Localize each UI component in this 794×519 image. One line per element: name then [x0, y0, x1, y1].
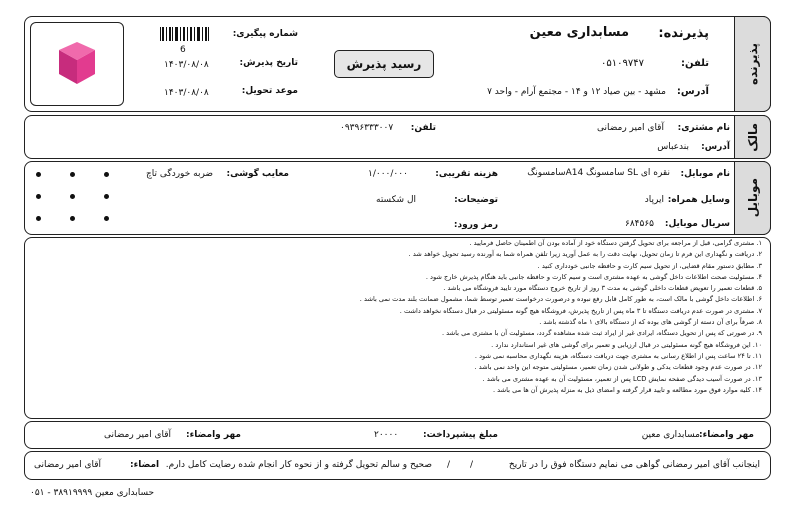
logo — [30, 22, 124, 106]
receipt-title: رسید پذیرش — [334, 50, 434, 78]
receiver-name-label: پذیرنده: — [658, 26, 709, 41]
notes-label: توضیحات: — [454, 195, 498, 205]
terms-item: ۲. دریافت و نگهداری این فرم تا زمان تحویل، نهایت دقت را به عمل آورید زیرا تلفن همراه شما به آورنده رسید تحویل خواهد شد . — [408, 250, 762, 259]
device-sidebar-label: موبایل — [745, 178, 760, 218]
tracking-label: شماره پیگیری: — [232, 29, 298, 39]
owner-name-label: نام مشتری: — [677, 123, 730, 133]
terms-item: ۳. مطابق دستور مقام قضایی، از تحویل سیم کارت و حافظه جانبی خودداری کنید . — [537, 261, 762, 270]
pattern-dot — [36, 194, 41, 199]
notes: ال شکسته — [376, 195, 416, 205]
owner-sidebar — [734, 115, 771, 159]
terms-list — [26, 238, 762, 418]
terms-item: ۱۱. تا ۲۴ ساعت پس از اطلاع رسانی به مشتری جهت دریافت دستگاه، هزینه نگهداری محاسبه نمی شود . — [474, 351, 762, 360]
tracking-barcode — [160, 27, 210, 41]
delivery-date: ۱۴۰۳/۰۸/۰۸ — [164, 88, 209, 98]
pattern-dot — [70, 172, 75, 177]
receiver-sign-label: مهر وامضاء: — [699, 430, 754, 440]
logo-icon — [55, 42, 99, 86]
serial-label: سریال موبایل: — [664, 219, 730, 229]
receiver-phone: ۰۵۱۰۹۷۴۷ — [601, 58, 644, 69]
customer-sign-value: آقای امیر رمضانی — [104, 430, 172, 440]
owner-phone: ۰۹۳۹۶۳۳۳۰۰۷ — [340, 123, 394, 133]
owner-address: بندعباس — [657, 142, 689, 152]
pattern-dot — [70, 216, 75, 221]
owner-address-label: آدرس: — [701, 142, 730, 152]
receiver-sidebar-label: پذیرنده — [745, 43, 760, 85]
tracking-value: 6 — [180, 45, 186, 55]
terms-item: ۱. مشتری گرامی، قبل از مراجعه برای تحویل گرفتن دستگاه خود از آماده بودن آن اطمینان حاصل فرمایید . — [469, 239, 762, 247]
pattern-dot — [70, 194, 75, 199]
pattern-dot — [104, 216, 109, 221]
confirmation-slash: / — [447, 460, 451, 470]
confirmation-prefix: اینجانب آقای امیر رمضانی گواهی می نمایم دستگاه فوق را در تاریخ — [508, 460, 760, 470]
receiver-sign-value: مسابداری معین — [641, 430, 700, 440]
terms-item: ۹. در صورتی که پس از تحویل دستگاه، ایرادی غیر از ایراد ثبت شده مشاهده گردد، مسئولیت آن با مشتری می باشد . — [441, 329, 762, 338]
owner-name: آقای امیر رمضانی — [596, 123, 664, 133]
prepay-value: ۲۰۰۰۰ — [374, 430, 399, 440]
accessories: ایرپاد — [644, 195, 664, 205]
defects-label: معایب گوشی: — [226, 169, 289, 179]
accessories-label: وسایل همراه: — [667, 195, 730, 205]
owner-phone-label: تلفن: — [410, 123, 436, 133]
confirmation-suffix: صحیح و سالم تحویل گرفته و از نحوه کار انجام شده رضایت کامل دارم. — [165, 460, 432, 470]
customer-sign-label: مهر وامضاء: — [186, 430, 241, 440]
pattern-dot — [36, 216, 41, 221]
terms-item: ۱۴. کلیه موارد فوق مورد مطالعه و تایید قرار گرفته و امضای ذیل به منزله پذیرش آن ها می باشد . — [492, 385, 762, 394]
serial: ۶۸۴۵۶۵ — [624, 219, 654, 229]
pattern-dot — [104, 172, 109, 177]
receiver-sidebar — [734, 16, 771, 112]
device-model: نقره ای SL سامسونگ A14سامسونگ — [527, 168, 670, 178]
terms-item: ۷. مشتری در صورت عدم دریافت دستگاه تا ۳ ماه پس از تاریخ پذیرش، فروشگاه هیچ گونه مسئولیتی در قبال دستگاه نخواهد داشت . — [399, 306, 762, 315]
cost-label: هزینه تقریبی: — [435, 169, 498, 179]
accept-date: ۱۴۰۳/۰۸/۰۸ — [164, 60, 209, 70]
owner-sidebar-label: مالک — [745, 122, 760, 152]
confirmation-slash: / — [470, 460, 474, 470]
accept-date-label: تاریخ پذیرش: — [239, 58, 298, 68]
terms-item: ۴. مسئولیت صحت اطلاعات داخل گوشی به عهده مشتری است و سیم کارت و حافظه جانبی باید هنگام پذیرش خارج شود . — [425, 272, 762, 281]
terms-item: ۶. اطلاعات داخل گوشی با مالک است، به طور کامل قابل رفع نبوده و درصورت درخواست تعمیر توسط شما، مشمول ضمانت بلند مدت نمی باشد . — [359, 295, 762, 304]
owner-section — [24, 115, 771, 159]
delivery-label: موعد تحویل: — [241, 86, 298, 96]
terms-item: ۱۰. این فروشگاه هیچ گونه مسئولیتی در قبال ارزیابی و تعمیر برای گوشی های غیر استاندارد ندارد . — [491, 340, 762, 349]
pattern-lock — [28, 164, 116, 230]
confirmation-sign-label: امضاء: — [130, 460, 160, 470]
pattern-dot — [36, 172, 41, 177]
terms-item: ۵. قطعات تعمیر را تعویض قطعات داخلی گوشی به مدت ۳ روز از تاریخ خروج دستگاه مورد تایید فروشگاه می باشد . — [443, 284, 762, 293]
device-sidebar — [734, 161, 771, 235]
terms-item: ۱۲. در صورت عدم وجود قطعات یدکی و طولانی شدن زمان تعمیر، مسئولیتی متوجه این واحد نمی باشد . — [474, 363, 762, 372]
receiver-phone-label: تلفن: — [680, 58, 709, 69]
receiver-address: مشهد - بین صیاد ۱۲ و ۱۴ - مجتمع آرام - واحد ۷ — [487, 87, 666, 97]
receiver-name: مسابداری معین — [529, 25, 629, 40]
password-label: رمز ورود: — [453, 220, 498, 230]
confirmation-sign-value: آقای امیر رمضانی — [34, 460, 102, 470]
terms-item: ۱۳. در صورت آسیب دیدگی صفحه نمایش LCD پس از تعمیر، مسئولیت آن به عهده مشتری می باشد . — [482, 374, 762, 383]
footer-text: حسابداری معین ۳۸۹۱۹۹۹۹ - ۰۵۱ — [30, 488, 155, 498]
terms-item: ۸. صرفاً برای آن دسته از گوشی های بوده که از دستگاه بالای ۱ ماه گذشته باشد . — [539, 318, 762, 327]
receiver-address-label: آدرس: — [676, 86, 709, 97]
defects: ضربه خوردگی تاچ — [146, 169, 214, 179]
device-model-label: نام موبایل: — [680, 169, 730, 179]
prepay-label: مبلغ پیشپرداخت: — [422, 430, 498, 440]
pattern-dot — [104, 194, 109, 199]
cost: ۱/۰۰۰/۰۰۰ — [368, 169, 408, 179]
